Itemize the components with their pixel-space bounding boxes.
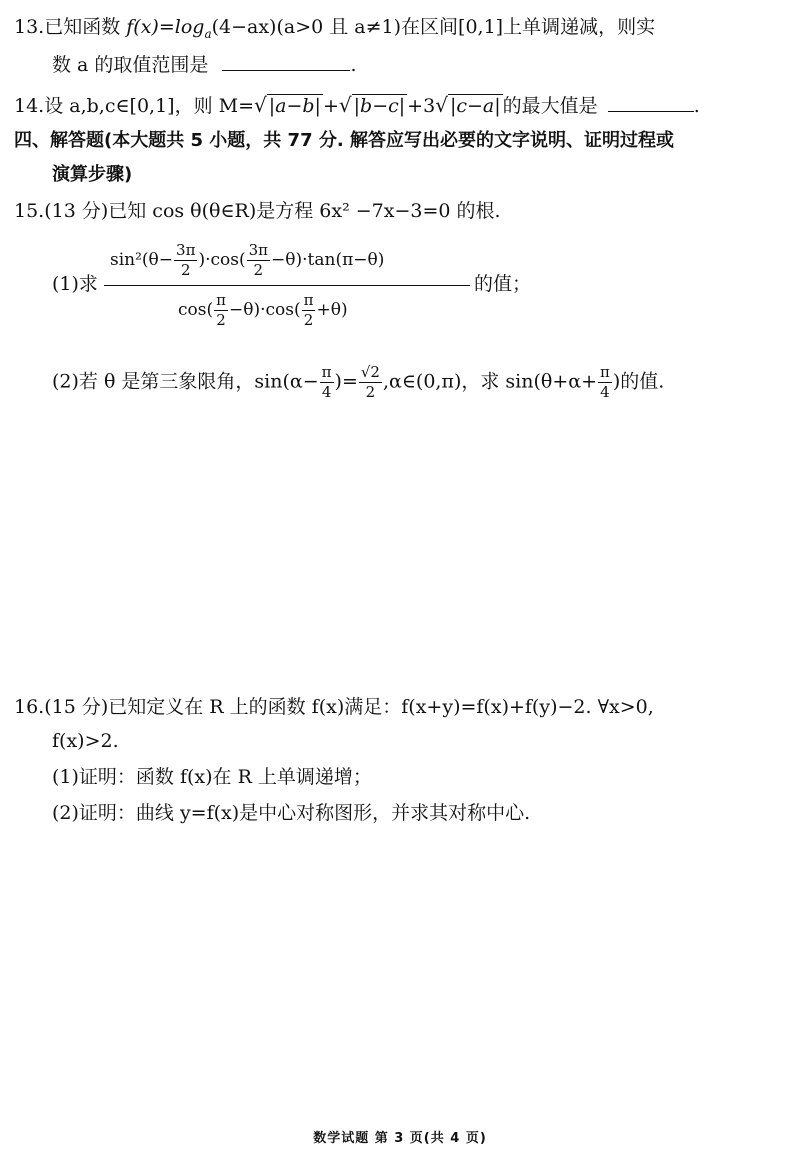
question-16-part-2: (2)证明：曲线 y=f(x)是中心对称图形，并求其对称中心. <box>52 802 531 824</box>
question-number: 16. <box>14 696 45 718</box>
fraction-denominator: cos( $\frac{\pi}{2}$ −θ)·cos( $\frac{\pi}{2}$ +θ) <box>178 291 348 329</box>
sqrt-expression: √ |b−c| <box>338 93 406 117</box>
section-heading: 四、解答题(本大题共 5 小题，共 77 分. 解答应写出必要的文字说明、证明过程或 <box>14 130 674 151</box>
question-15-part-2: (2)若 θ 是第三象限角，sin(α− $\frac{\pi}{4}$ )= $\frac{√2}{2}$ ,α∈(0,π)，求 sin(θ+α+ $\frac{\pi}{4}$ )的值. <box>52 363 665 401</box>
question-14: 14.设 a,b,c∈[0,1]，则 M=√ |a−b| +√ |b−c| +3√ |c−a| 的最大值是 . <box>14 93 700 117</box>
part-1-tail: 的值； <box>474 273 532 295</box>
section-heading-cont: 演算步骤) <box>52 164 133 185</box>
fraction-numerator: sin²(θ− $\frac{3\pi}{2}$ )·cos( $\frac{3\pi}{2}$ −θ)·tan(π−θ) <box>110 241 385 279</box>
question-number: 13. <box>14 16 45 38</box>
sqrt-expression: √ |a−b| <box>254 93 321 117</box>
question-16-line-1: 16.(15 分)已知定义在 R 上的函数 f(x)满足：f(x+y)=f(x)+f(y)−2. ∀x>0, <box>14 696 654 718</box>
question-13-line-2: 数 a 的取值范围是 . <box>52 54 357 76</box>
question-15-stem: 15.(13 分)已知 cos θ(θ∈R)是方程 6x² −7x−3=0 的根. <box>14 200 501 222</box>
question-number: 14. <box>14 95 45 117</box>
answer-blank <box>608 93 694 112</box>
fraction-bar <box>104 285 470 286</box>
page-footer: 数学试题 第 3 页(共 4 页) <box>313 1131 487 1146</box>
question-16-part-1: (1)证明：函数 f(x)在 R 上单调递增； <box>52 766 372 788</box>
sqrt-expression: √ |c−a| <box>435 93 501 117</box>
question-13-line-1: 13.已知函数 $f(x)=\log_a(4-ax)(a>0$ 且 a≠1)在区间[0,1]上单调递减，则实 <box>14 16 656 41</box>
answer-blank <box>222 52 350 71</box>
question-number: 15. <box>14 200 45 222</box>
question-16-line-2: f(x)>2. <box>52 730 119 752</box>
part-1-label: (1)求 <box>52 273 98 295</box>
